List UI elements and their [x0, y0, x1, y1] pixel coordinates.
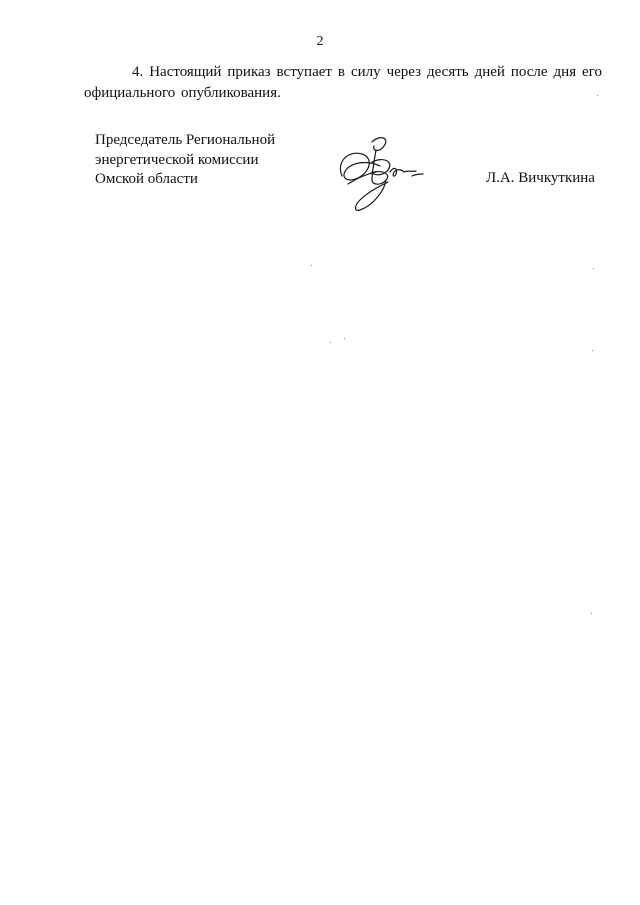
scan-speck: [344, 338, 345, 339]
scan-speck: [330, 342, 331, 343]
signer-position-block: [95, 131, 275, 190]
order-paragraph-4: 4. Настоящий приказ вступает в силу через десять дней после дня его официального опубликования.: [84, 64, 602, 101]
scan-speck: [597, 95, 598, 96]
signer-position-line-2: энергетической комиссии: [95, 151, 259, 168]
scan-speck: [591, 613, 592, 614]
signer-position-line-3: Омской области: [95, 171, 198, 187]
scan-speck: [593, 268, 594, 269]
page-number: 2: [316, 34, 324, 49]
scan-speck: [311, 265, 312, 266]
signer-name: Л.А. Вичкуткина: [486, 170, 595, 186]
handwritten-signature: [328, 132, 428, 214]
signer-position-line-1: Председатель Региональной: [95, 132, 276, 148]
scan-speck: [592, 350, 593, 351]
